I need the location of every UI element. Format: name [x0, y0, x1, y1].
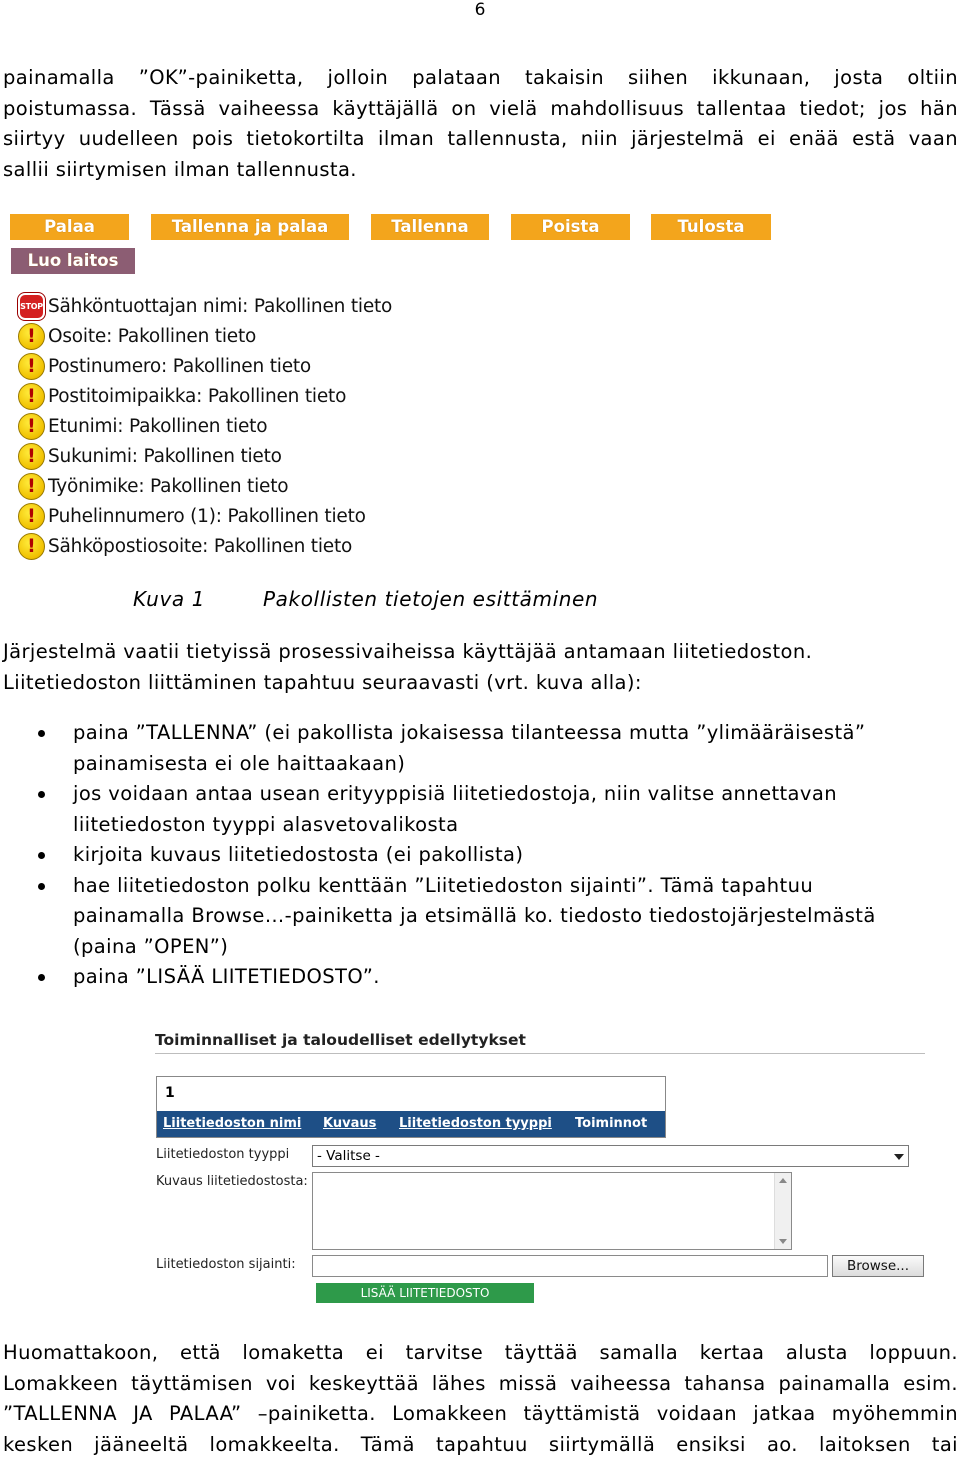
text-line: ”TALLENNA JA PALAA” –painiketta. Lomakkeen täyttämistä voidaan jatkaa myöhemmin	[3, 1399, 958, 1430]
text-line: painamalla Browse…-painiketta ja etsimällä ko. tiedosto tiedostojärjestelmästä	[73, 901, 960, 932]
warning-icon: !	[18, 413, 45, 440]
error-item	[18, 471, 288, 501]
text-line: paina ”LISÄÄ LIITETIEDOSTO”.	[73, 962, 960, 993]
list-item	[0, 779, 960, 840]
location-label: Liitetiedoston sijainti:	[156, 1257, 296, 1272]
error-item	[18, 441, 282, 471]
bullet-icon	[38, 852, 45, 859]
closing-paragraph	[3, 1338, 958, 1460]
section-title: Toiminnalliset ja taloudelliset edellytykset	[155, 1031, 526, 1049]
text-line: liitetiedoston tyyppi alasvetovalikosta	[73, 810, 960, 841]
error-item	[18, 501, 366, 531]
error-item	[18, 411, 267, 441]
text-line: hae liitetiedoston polku kenttään ”Liitetiedoston sijainti”. Tämä tapahtuu	[73, 871, 960, 902]
warning-icon: !	[18, 443, 45, 470]
attachment-paragraph	[3, 637, 958, 698]
text-line: (paina ”OPEN”)	[73, 932, 960, 963]
list-item	[0, 718, 960, 779]
text-line: Liitetiedoston liittäminen tapahtuu seuraavasti (vrt. kuva alla):	[3, 668, 958, 699]
page-number: 6	[0, 0, 960, 20]
table-header	[157, 1111, 665, 1137]
text-line: jos voidaan antaa usean erityyppisiä liitetiedostoja, niin valitse annettavan	[73, 779, 960, 810]
error-message: Osoite: Pakollinen tieto	[48, 326, 256, 347]
list-item	[0, 871, 960, 963]
attachment-table	[156, 1076, 666, 1138]
error-message: Etunimi: Pakollinen tieto	[48, 416, 267, 437]
warning-icon: !	[18, 473, 45, 500]
scrollbar[interactable]	[774, 1173, 791, 1249]
chevron-down-icon	[894, 1154, 904, 1160]
error-item	[18, 291, 392, 321]
error-message: Postinumero: Pakollinen tieto	[48, 356, 311, 377]
figure-caption	[133, 587, 598, 611]
error-message: Postitoimipaikka: Pakollinen tieto	[48, 386, 346, 407]
file-path-input[interactable]	[312, 1255, 828, 1277]
list-item	[0, 840, 960, 871]
divider	[155, 1053, 925, 1054]
figure-required-fields	[10, 214, 790, 564]
select-value: - Valitse -	[317, 1148, 380, 1164]
text-line: Lomakkeen täyttämisen voi keskeyttää lähes missä vaiheessa tahansa painamalla esim.	[3, 1369, 958, 1400]
figure-attachment-form	[150, 1026, 930, 1311]
warning-icon: !	[18, 383, 45, 410]
error-message: Sukunimi: Pakollinen tieto	[48, 446, 282, 467]
column-header-name[interactable]: Liitetiedoston nimi	[163, 1116, 301, 1131]
caption-label: Kuva 1	[133, 587, 263, 611]
text-line: kirjoita kuvaus liitetiedostosta (ei pakollista)	[73, 840, 960, 871]
text-line: paina ”TALLENNA” (ei pakollista jokaisessa tilanteessa mutta ”ylimääräisestä”	[73, 718, 960, 749]
warning-icon: !	[18, 323, 45, 350]
error-message: Sähköpostiosoite: Pakollinen tieto	[48, 536, 352, 557]
text-line: kesken jääneeltä lomakkeelta. Tämä tapahtuu siirtymällä ensiksi ao. laitoksen tai	[3, 1430, 958, 1460]
description-textarea[interactable]	[312, 1172, 792, 1250]
warning-icon: !	[18, 353, 45, 380]
text-line: siirtyy uudelleen pois tietokortilta ilman tallennusta, niin järjestelmä ei enää estä vaan	[3, 124, 958, 155]
create-facility-button[interactable]: Luo laitos	[11, 248, 135, 274]
column-header-type[interactable]: Liitetiedoston tyyppi	[399, 1116, 552, 1131]
error-message: Sähköntuottajan nimi: Pakollinen tieto	[48, 296, 392, 317]
row-number: 1	[165, 1085, 175, 1101]
text-line: poistumassa. Tässä vaiheessa käyttäjällä on vielä mahdollisuus tallentaa tiedot; jos hän	[3, 94, 958, 125]
warning-icon: !	[18, 533, 45, 560]
error-item	[18, 531, 352, 561]
bullet-icon	[38, 730, 45, 737]
column-header-description[interactable]: Kuvaus	[323, 1116, 376, 1131]
instruction-list	[0, 718, 960, 993]
error-message: Työnimike: Pakollinen tieto	[48, 476, 288, 497]
error-item	[18, 321, 256, 351]
text-line: Huomattakoon, että lomaketta ei tarvitse täyttää samalla kertaa alusta loppuun.	[3, 1338, 958, 1369]
description-label: Kuvaus liitetiedostosta:	[156, 1174, 308, 1189]
back-button[interactable]: Palaa	[10, 214, 129, 240]
attachment-type-select[interactable]	[312, 1145, 909, 1167]
bullet-icon	[38, 883, 45, 890]
text-line: Järjestelmä vaatii tietyissä prosessivaiheissa käyttäjää antamaan liitetiedoston.	[3, 637, 958, 668]
print-button[interactable]: Tulosta	[651, 214, 771, 240]
error-message: Puhelinnumero (1): Pakollinen tieto	[48, 506, 366, 527]
list-item	[0, 962, 960, 993]
bullet-icon	[38, 974, 45, 981]
type-label: Liitetiedoston tyyppi	[156, 1147, 289, 1162]
add-attachment-button[interactable]: LISÄÄ LIITETIEDOSTO	[316, 1283, 534, 1303]
text-line: painamalla ”OK”-painiketta, jolloin palataan takaisin siihen ikkunaan, josta oltiin	[3, 63, 958, 94]
error-item	[18, 381, 346, 411]
save-button[interactable]: Tallenna	[371, 214, 489, 240]
intro-paragraph	[3, 63, 958, 185]
stop-icon: STOP	[18, 293, 45, 320]
text-line: sallii siirtymisen ilman tallennusta.	[3, 155, 958, 186]
column-header-actions: Toiminnot	[575, 1116, 647, 1131]
save-and-back-button[interactable]: Tallenna ja palaa	[151, 214, 349, 240]
caption-text: Pakollisten tietojen esittäminen	[263, 587, 598, 611]
error-item	[18, 351, 311, 381]
text-line: painamisesta ei ole haittaakaan)	[73, 749, 960, 780]
warning-icon: !	[18, 503, 45, 530]
delete-button[interactable]: Poista	[511, 214, 630, 240]
scroll-up-icon[interactable]	[779, 1178, 787, 1183]
browse-button[interactable]: Browse...	[832, 1255, 924, 1277]
bullet-icon	[38, 791, 45, 798]
scroll-down-icon[interactable]	[779, 1239, 787, 1244]
